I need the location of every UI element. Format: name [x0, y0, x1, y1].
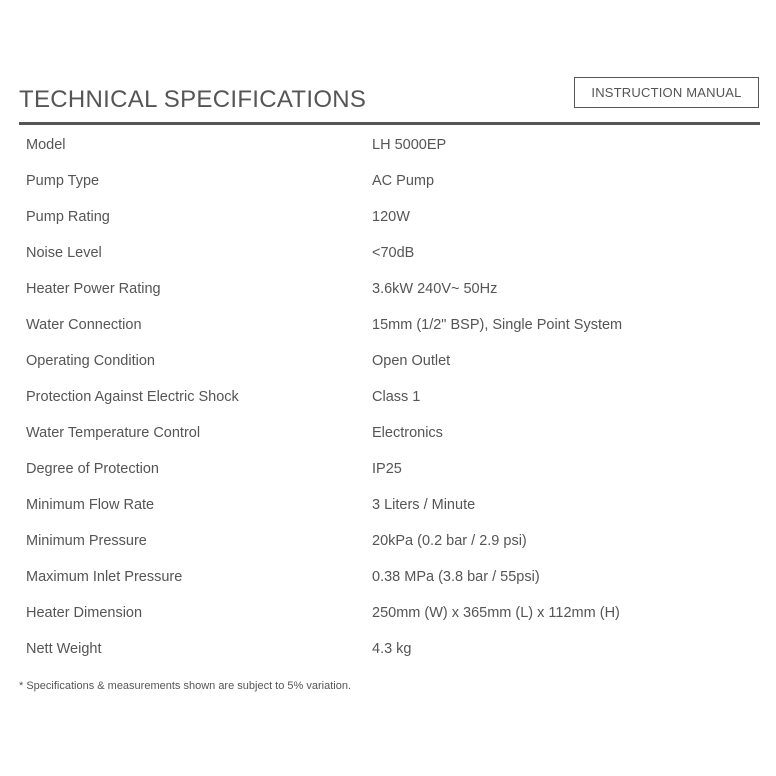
spec-row-pump-rating	[26, 199, 746, 235]
instruction-manual-button[interactable]: INSTRUCTION MANUAL	[574, 77, 759, 108]
spec-label: Operating Condition	[26, 353, 155, 369]
spec-value: 3.6kW 240V~ 50Hz	[372, 281, 498, 297]
spec-label: Pump Type	[26, 173, 100, 189]
title-divider	[19, 122, 760, 125]
spec-value: LH 5000EP	[372, 137, 447, 153]
spec-value: 3 Liters / Minute	[372, 497, 476, 513]
spec-value: 4.3 kg	[372, 641, 412, 657]
spec-row-maximum-inlet-pressure	[26, 559, 746, 595]
spec-row-minimum-pressure	[26, 523, 746, 559]
spec-label: Noise Level	[26, 245, 102, 261]
spec-row-model	[26, 127, 746, 163]
spec-value: 20kPa (0.2 bar / 2.9 psi)	[372, 533, 527, 549]
spec-value: 120W	[372, 209, 410, 225]
spec-row-electric-shock-protection	[26, 379, 746, 415]
spec-row-water-connection	[26, 307, 746, 343]
spec-label: Model	[26, 137, 66, 153]
spec-row-noise-level	[26, 235, 746, 271]
spec-value: AC Pump	[372, 173, 435, 189]
spec-row-heater-power-rating	[26, 271, 746, 307]
spec-label: Minimum Flow Rate	[26, 497, 155, 513]
spec-value: <70dB	[372, 245, 415, 261]
page-title: TECHNICAL SPECIFICATIONS	[19, 86, 367, 113]
spec-row-heater-dimension	[26, 595, 746, 631]
spec-label: Minimum Pressure	[26, 533, 147, 549]
footnote: * Specifications & measurements shown are subject to 5% variation.	[19, 680, 351, 692]
spec-value: Class 1	[372, 389, 421, 405]
spec-row-pump-type	[26, 163, 746, 199]
spec-value: IP25	[372, 461, 402, 477]
spec-value: 15mm (1/2" BSP), Single Point System	[372, 317, 623, 333]
spec-label: Water Connection	[26, 317, 142, 333]
spec-table	[26, 127, 746, 667]
spec-value: Open Outlet	[372, 353, 451, 369]
spec-row-nett-weight	[26, 631, 746, 667]
spec-row-minimum-flow-rate	[26, 487, 746, 523]
spec-label: Nett Weight	[26, 641, 102, 657]
spec-label: Heater Dimension	[26, 605, 143, 621]
spec-label: Heater Power Rating	[26, 281, 161, 297]
spec-value: 250mm (W) x 365mm (L) x 112mm (H)	[372, 605, 620, 621]
spec-value: 0.38 MPa (3.8 bar / 55psi)	[372, 569, 540, 585]
spec-label: Degree of Protection	[26, 461, 159, 477]
spec-label: Protection Against Electric Shock	[26, 389, 239, 405]
spec-label: Pump Rating	[26, 209, 110, 225]
spec-row-degree-of-protection	[26, 451, 746, 487]
spec-value: Electronics	[372, 425, 443, 441]
spec-label: Water Temperature Control	[26, 425, 201, 441]
spec-label: Maximum Inlet Pressure	[26, 569, 183, 585]
spec-row-operating-condition	[26, 343, 746, 379]
spec-row-water-temperature-control	[26, 415, 746, 451]
